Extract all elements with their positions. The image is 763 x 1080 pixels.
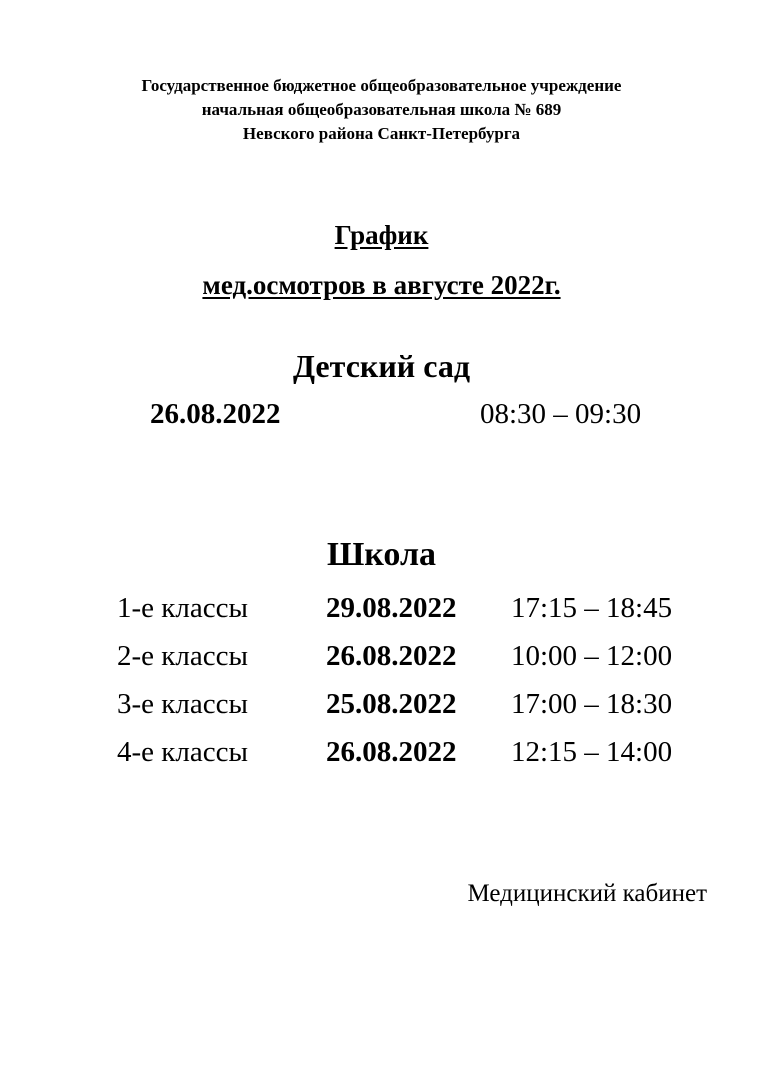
- kindergarten-date: 26.08.2022: [150, 398, 281, 430]
- kindergarten-time: 08:30 – 09:30: [480, 398, 642, 430]
- schedule-class: 2-е классы: [117, 640, 248, 672]
- signature: Медицинский кабинет: [467, 880, 707, 907]
- document-title: График: [334, 220, 429, 250]
- schedule-date: 26.08.2022: [326, 736, 457, 768]
- schedule-row: [0, 592, 763, 632]
- document-subtitle: мед.осмотров в августе 2022г.: [202, 270, 561, 300]
- schedule-time: 17:00 – 18:30: [511, 688, 673, 720]
- schedule-row: [0, 688, 763, 728]
- schedule-class: 3-е классы: [117, 688, 248, 720]
- organization-line: Невского района Санкт-Петербурга: [242, 124, 521, 143]
- schedule-row: [0, 736, 763, 776]
- schedule-row: [0, 640, 763, 680]
- kindergarten-heading: Детский сад: [292, 348, 470, 384]
- schedule-date: 29.08.2022: [326, 592, 457, 624]
- school-heading: Школа: [326, 536, 437, 573]
- schedule-class: 4-е классы: [117, 736, 248, 768]
- organization-header: [0, 74, 763, 146]
- organization-line: Государственное бюджетное общеобразовательное учреждение: [141, 76, 622, 95]
- organization-line: начальная общеобразовательная школа № 689: [201, 100, 562, 119]
- schedule-date: 26.08.2022: [326, 640, 457, 672]
- schedule-class: 1-е классы: [117, 592, 248, 624]
- schedule-time: 12:15 – 14:00: [511, 736, 673, 768]
- schedule-time: 10:00 – 12:00: [511, 640, 673, 672]
- schedule-time: 17:15 – 18:45: [511, 592, 673, 624]
- schedule-date: 25.08.2022: [326, 688, 457, 720]
